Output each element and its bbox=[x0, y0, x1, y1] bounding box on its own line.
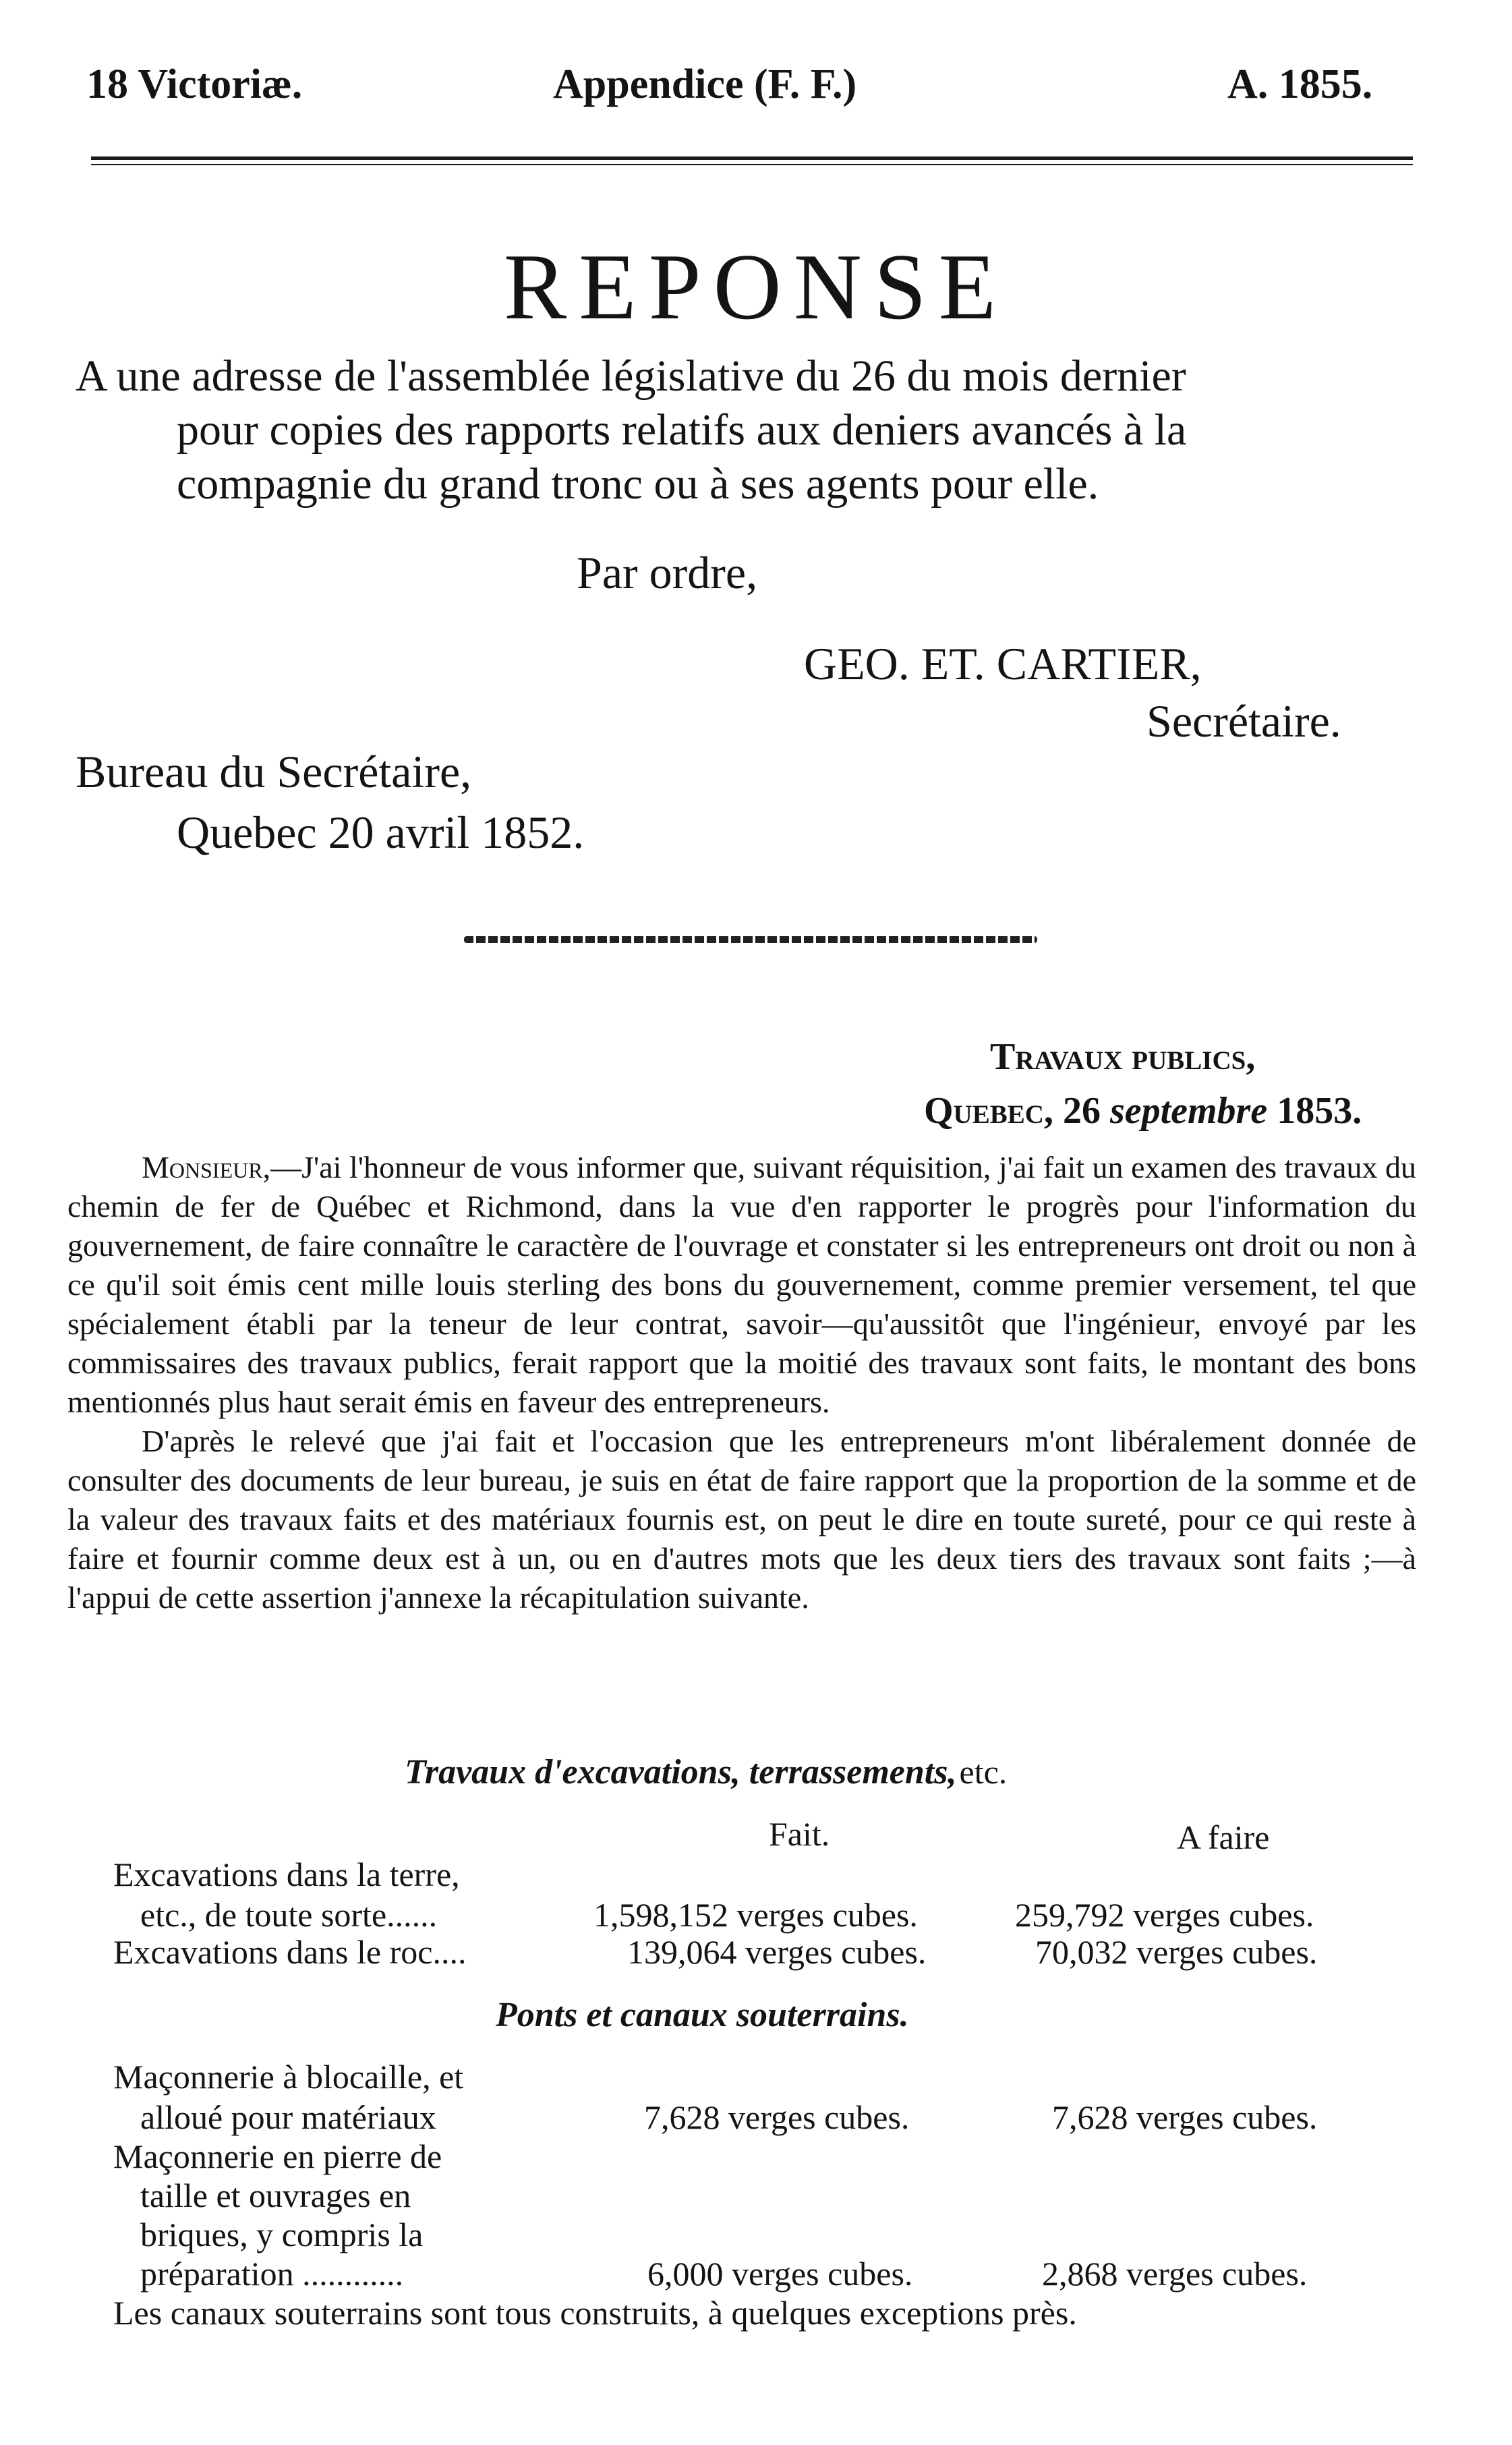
letter-paragraph-1 bbox=[67, 1148, 1416, 1422]
row2-a-faire: 70,032 verges cubes. bbox=[1035, 1933, 1318, 1971]
row4-label-line4: préparation ............ bbox=[140, 2255, 404, 2293]
row2-label: Excavations dans le roc.... bbox=[113, 1933, 467, 1971]
letter-date-day: 26 bbox=[1062, 1090, 1101, 1132]
letter-body bbox=[67, 1148, 1416, 1617]
letter-city: Quebec, bbox=[924, 1090, 1053, 1132]
row4-fait: 6,000 verges cubes. bbox=[647, 2255, 913, 2293]
row3-label-line1: Maçonnerie à blocaille, et bbox=[113, 2058, 464, 2096]
header-rule-thick bbox=[91, 156, 1413, 160]
row4-label-line1: Maçonnerie en pierre de bbox=[113, 2137, 442, 2175]
row1-label-line1: Excavations dans la terre, bbox=[113, 1856, 460, 1893]
row1-fait: 1,598,152 verges cubes. bbox=[593, 1896, 918, 1934]
letter-date-year: 1853. bbox=[1277, 1090, 1362, 1132]
row4-label-line3: briques, y compris la bbox=[140, 2216, 424, 2253]
row2-fait: 139,064 verges cubes. bbox=[627, 1933, 927, 1971]
table-section-2-title: Ponts et canaux souterrains. bbox=[496, 1996, 909, 2034]
table-section-1-etc: etc. bbox=[959, 1753, 1008, 1791]
letter-dateline bbox=[924, 1089, 1362, 1132]
bureau-line: Bureau du Secrétaire, bbox=[76, 746, 472, 797]
column-header-a-faire: A faire bbox=[1177, 1818, 1270, 1856]
row1-label-line2: etc., de toute sorte...... bbox=[140, 1896, 438, 1934]
table-section-1-title: Travaux d'excavations, terrassements, bbox=[405, 1753, 957, 1791]
letter-office: Travaux publics, bbox=[990, 1036, 1256, 1078]
row3-label-line2: alloué pour matériaux bbox=[140, 2098, 436, 2136]
row1-a-faire: 259,792 verges cubes. bbox=[1015, 1896, 1314, 1934]
letter-paragraph-2: D'après le relevé que j'ai fait et l'occasion que les entrepreneurs m'ont libéralement donnée de consulter des documents de leur bureau, je suis en état de faire rapport que la proportion de la somme et de la valeur des travaux faits et des matériaux fournis est, on peut le dire en toute sureté, pour ce qui reste à faire et fournir comme deux est à un, ou en d'autres mots que les deux tiers des travaux sont faits ;—à l'appui de cette assertion j'annexe la récapitulation suivante. bbox=[67, 1424, 1416, 1615]
letter-salutation: Monsieur, bbox=[142, 1150, 271, 1184]
header-rule-thin bbox=[91, 164, 1413, 165]
column-header-fait: Fait. bbox=[769, 1815, 830, 1853]
letter-date-month: septembre bbox=[1109, 1090, 1268, 1132]
table-section-1-heading bbox=[405, 1752, 1007, 1792]
header-appendix: Appendice (F. F.) bbox=[553, 61, 857, 107]
section-divider bbox=[464, 936, 1037, 943]
letter-paragraph-1-text: —J'ai l'honneur de vous informer que, suivant réquisition, j'ai fait un examen des travaux du chemin de fer de Québec et Richmond, dans la vue d'en rapporter le progrès pour l'information du gouvernement, de faire connaître le caractère de l'ouvrage et constater si les entrepreneurs ont droit ou non à ce qu'il soit émis cent mille louis sterling des bons du gouvernement, comme premier versement, tel que spécialement établi par la teneur de leur contrat, savoir—qu'aussitôt que l'ingénieur, envoyé par les commissaires des travaux publics, ferait rapport que la moitié des travaux sont faits, le montant des bons mentionnés plus haut serait émis en faveur des entrepreneurs. bbox=[67, 1150, 1416, 1419]
par-ordre: Par ordre, bbox=[577, 547, 758, 598]
table-footer-note: Les canaux souterrains sont tous construits, à quelques exceptions près. bbox=[113, 2294, 1077, 2332]
signatory-role: Secrétaire. bbox=[1146, 695, 1341, 747]
place-date-line: Quebec 20 avril 1852. bbox=[177, 807, 585, 858]
row3-fait: 7,628 verges cubes. bbox=[644, 2098, 910, 2136]
intro-line-3: compagnie du grand tronc ou à ses agents pour elle. bbox=[177, 459, 1099, 509]
row3-a-faire: 7,628 verges cubes. bbox=[1052, 2098, 1318, 2136]
intro-line-1: A une adresse de l'assemblée législative du 26 du mois dernier bbox=[76, 351, 1186, 401]
row4-label-line2: taille et ouvrages en bbox=[140, 2177, 411, 2214]
header-year: A. 1855. bbox=[1227, 61, 1373, 107]
intro-line-2: pour copies des rapports relatifs aux deniers avancés à la bbox=[177, 405, 1187, 455]
row4-a-faire: 2,868 verges cubes. bbox=[1042, 2255, 1308, 2293]
page-title: REPONSE bbox=[503, 235, 1009, 339]
signatory-name: GEO. ET. CARTIER, bbox=[804, 638, 1202, 689]
header-session: 18 Victoriæ. bbox=[86, 61, 303, 107]
